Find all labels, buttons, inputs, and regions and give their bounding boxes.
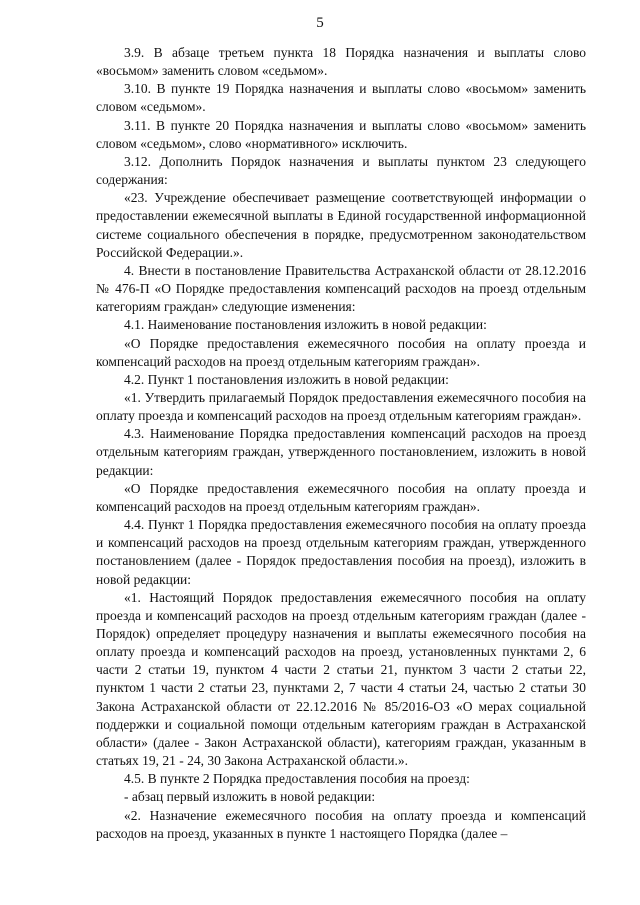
paragraph-4-5: 4.5. В пункте 2 Порядка предоставления пособия на проезд: (124, 771, 470, 787)
paragraph-3-10: 3.10. В пункте 19 Порядка назначения и выплаты слово «восьмом» заменить словом «седьмом». (96, 81, 586, 115)
paragraph-3-12: 3.12. Дополнить Порядок назначения и выплаты пунктом 23 следующего содержания: (96, 153, 586, 188)
quoted-point-1-procedure: «1. Настоящий Порядок предоставления ежемесячного пособия на оплату проезда и компенсаций расходов на проезд отдельным категориям граждан (далее - Порядок) определяет процедуру назначения и выплаты ежемесячного пособия на оплату проезда и компенсаций расходов на проезд, установленных пунктами 2, 6 части 2 статьи 19, пунктом 4 части 2 статьи 21, пунктом 3 части 2 статьи 22, пунктом 1 части 2 статьи 23, пунктами 2, 7 части 4 статьи 24, частью 2 статьи 30 Закона Астраханской области от 22.12.2016 № 85/2016-ОЗ «О мерах социальной поддержки и социальной помощи отдельным категориям граждан в Астраханской области» (далее - Закон Астраханской области), категориям граждан, указанным в статьях 19, 21 - 24, 30 Закона Астраханской области.». (96, 589, 586, 769)
paragraph-3-11: 3.11. В пункте 20 Порядка назначения и выплаты слово «восьмом» заменить словом «седьмом», слово «нормативного» исключить. (96, 117, 586, 151)
document-body (96, 44, 586, 843)
paragraph-4-2: 4.2. Пункт 1 постановления изложить в новой редакции: (124, 371, 449, 387)
quoted-point-2-procedure: «2. Назначение ежемесячного пособия на оплату проезда и компенсаций расходов на проезд, указанных в пункте 1 настоящего Порядка (далее – (96, 807, 586, 841)
quoted-procedure-title: «О Порядке предоставления ежемесячного пособия на оплату проезда и компенсаций расходов на проезд отдельным категориям граждан». (96, 480, 586, 514)
paragraph-4: 4. Внести в постановление Правительства Астраханской области от 28.12.2016 № 476-П «О Порядке предоставления компенсаций расходов на проезд отдельным категориям граждан» следующие изменения: (96, 262, 586, 315)
quoted-point-23: «23. Учреждение обеспечивает размещение соответствующей информации о предоставлении ежемесячной выплаты в Единой государственной информационной системе социального обеспечения в порядке, предусмотренном законодательством Российской Федерации.». (96, 190, 586, 260)
quoted-resolution-title: «О Порядке предоставления ежемесячного пособия на оплату проезда и компенсаций расходов на проезд отдельным категориям граждан». (96, 335, 586, 369)
paragraph-4-1: 4.1. Наименование постановления изложить в новой редакции: (124, 317, 487, 333)
paragraph-3-9: 3.9. В абзаце третьем пункта 18 Порядка назначения и выплаты слово «восьмом» заменить словом «седьмом». (96, 45, 586, 79)
paragraph-4-4: 4.4. Пункт 1 Порядка предоставления ежемесячного пособия на оплату проезда и компенсаций расходов на проезд отдельным категориям граждан, утвержденного постановлением (далее - Порядок предоставления пособия на проезд), изложить в новой редакции: (96, 517, 586, 587)
paragraph-4-3: 4.3. Наименование Порядка предоставления компенсаций расходов на проезд отдельным категориям граждан, утвержденного постановлением, изложить в новой редакции: (96, 426, 586, 478)
quoted-point-1-resolution: «1. Утвердить прилагаемый Порядок предоставления ежемесячного пособия на оплату проезда и компенсаций расходов на проезд отдельным категориям граждан». (96, 389, 586, 424)
paragraph-4-5-indent: - абзац первый изложить в новой редакции: (124, 789, 376, 805)
page-number: 5 (316, 15, 324, 31)
